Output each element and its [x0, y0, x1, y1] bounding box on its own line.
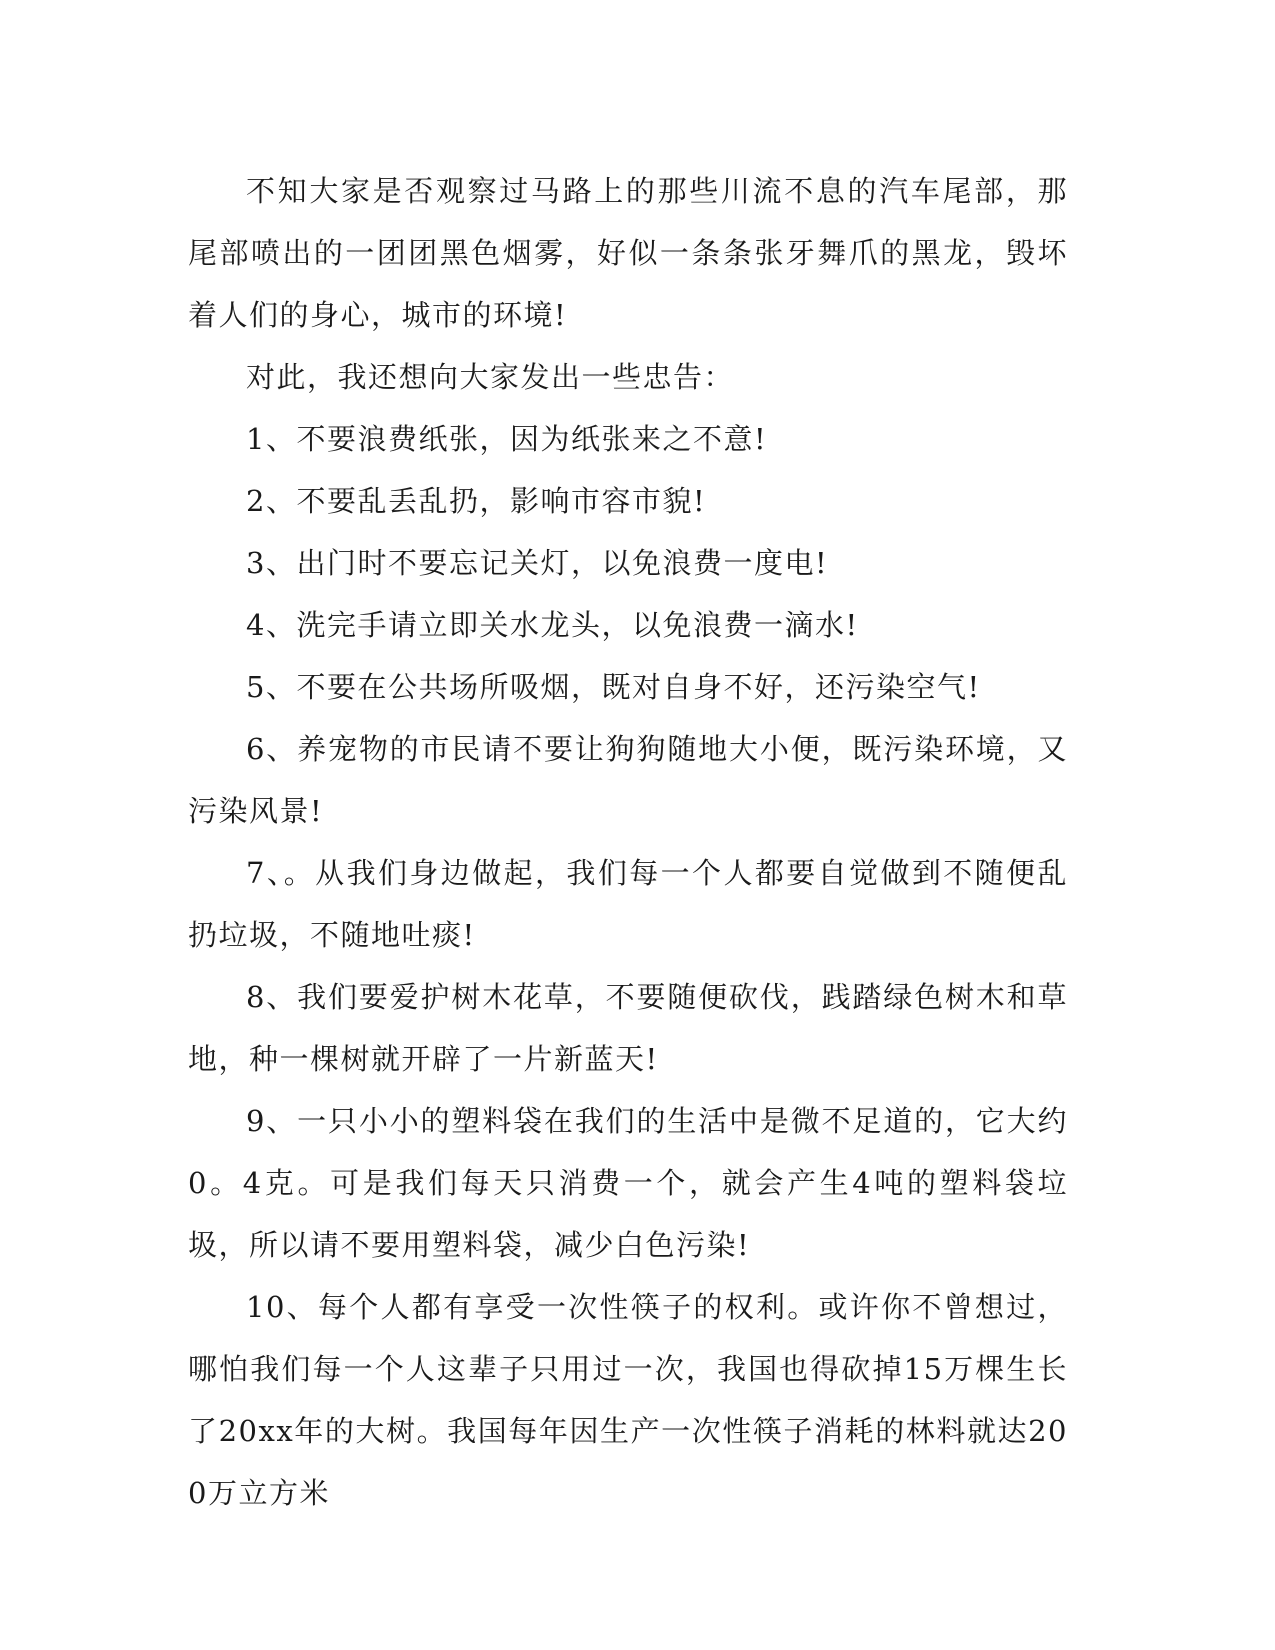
advice-item-3: 3、出门时不要忘记关灯，以免浪费一度电!	[246, 546, 829, 580]
advice-item-1: 1、不要浪费纸张，因为纸张来之不意!	[246, 422, 768, 456]
document-body	[188, 160, 1068, 1524]
advice-item-6: 6、养宠物的市民请不要让狗狗随地大小便，既污染环境，又污染风景!	[188, 732, 1068, 828]
advice-item-2: 2、不要乱丢乱扔，影响市容市貌!	[246, 484, 707, 518]
advice-item-4: 4、洗完手请立即关水龙头，以免浪费一滴水!	[246, 608, 859, 642]
advice-item-8: 8、我们要爱护树木花草，不要随便砍伐，践踏绿色树木和草地，种一棵树就开辟了一片新蓝天!	[188, 980, 1068, 1076]
paragraph-advice-heading: 对此，我还想向大家发出一些忠告：	[246, 360, 735, 394]
paragraph-intro: 不知大家是否观察过马路上的那些川流不息的汽车尾部，那尾部喷出的一团团黑色烟雾，好似一条条张牙舞爪的黑龙，毁坏着人们的身心，城市的环境!	[188, 174, 1068, 332]
advice-item-9: 9、一只小小的塑料袋在我们的生活中是微不足道的，它大约0。4克。可是我们每天只消费一个，就会产生4吨的塑料袋垃圾，所以请不要用塑料袋，减少白色污染!	[188, 1104, 1068, 1262]
advice-item-10: 10、每个人都有享受一次性筷子的权利。或许你不曾想过，哪怕我们每一个人这辈子只用过一次，我国也得砍掉15万棵生长了20xx年的大树。我国每年因生产一次性筷子消耗的林料就达200万立方米	[188, 1290, 1068, 1510]
advice-item-7: 7、。从我们身边做起，我们每一个人都要自觉做到不随便乱扔垃圾，不随地吐痰!	[188, 856, 1068, 952]
advice-item-5: 5、不要在公共场所吸烟，既对自身不好，还污染空气!	[246, 670, 981, 704]
